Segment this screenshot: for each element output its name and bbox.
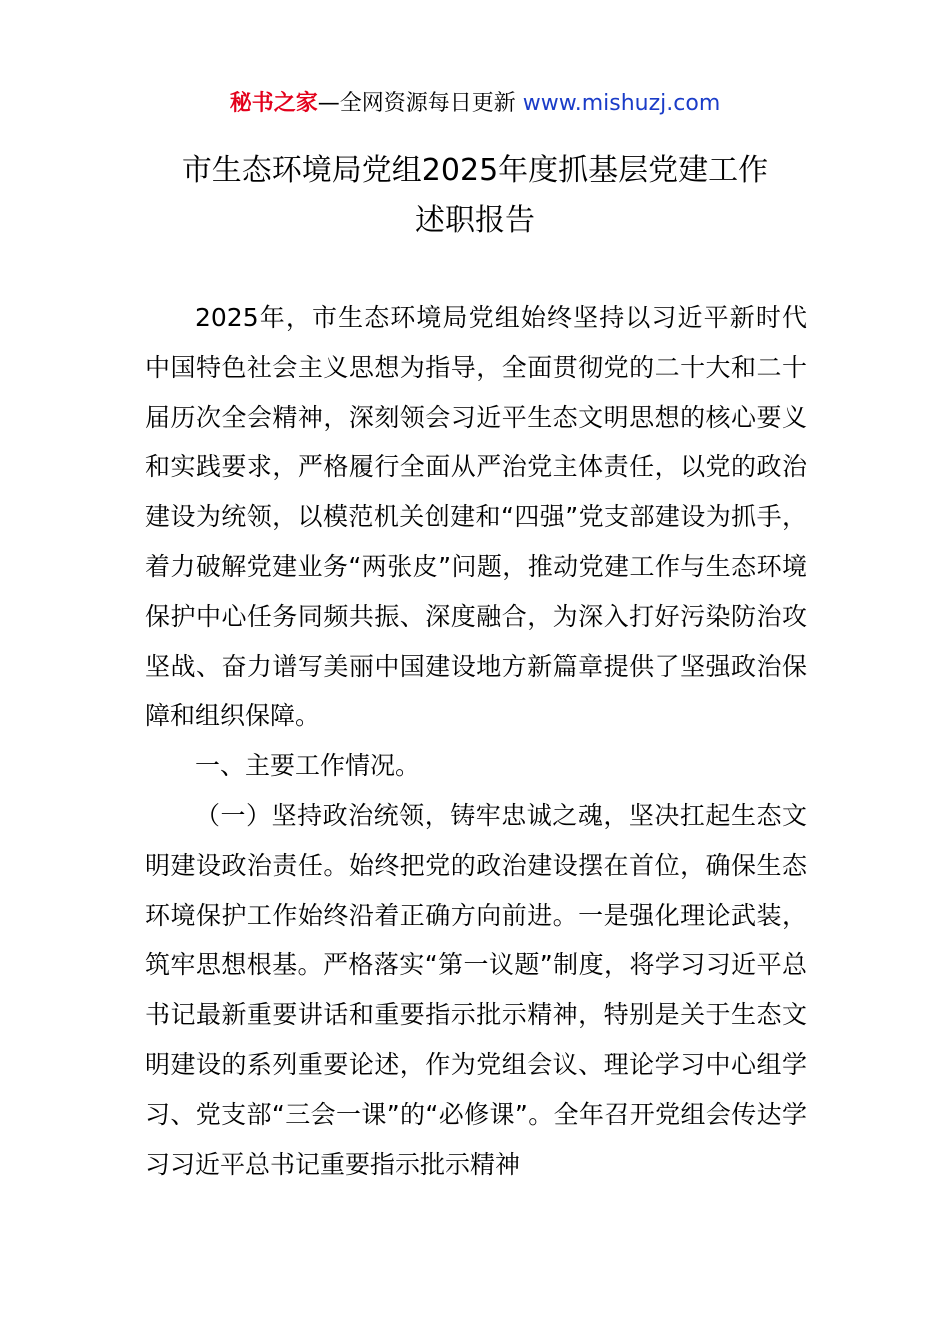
document-body — [145, 293, 807, 1189]
site-url-link[interactable]: www.mishuzj.com — [522, 91, 721, 116]
intro-paragraph: 2025年，市生态环境局党组始终坚持以习近平新时代中国特色社会主义思想为指导，全面贯彻党的二十大和二十届历次全会精神，深刻领会习近平生态文明思想的核心要义和实践要求，严格履行全面从严治党主体责任，以党的政治建设为统领，以模范机关创建和“四强”党支部建设为抓手，着力破解党建业务“两张皮”问题，推动党建工作与生态环境保护中心任务同频共振、深度融合，为深入打好污染防治攻坚战、奋力谱写美丽中国建设地方新篇章提供了坚强政治保障和组织保障。 — [145, 303, 807, 731]
site-brand: 秘书之家 — [229, 91, 318, 116]
site-header — [0, 88, 950, 120]
document-title — [100, 146, 850, 246]
section-heading: 一、主要工作情况。 — [195, 751, 421, 781]
title-line-2: 述职报告 — [415, 203, 535, 238]
title-line-1: 市生态环境局党组2025年度抓基层党建工作 — [181, 153, 769, 188]
site-tagline: —全网资源每日更新 — [317, 91, 523, 116]
subsection-paragraph: （一）坚持政治统领，铸牢忠诚之魂，坚决扛起生态文明建设政治责任。始终把党的政治建设摆在首位，确保生态环境保护工作始终沿着正确方向前进。一是强化理论武装，筑牢思想根基。严格落实“第一议题”制度，将学习习近平总书记最新重要讲话和重要指示批示精神，特别是关于生态文明建设的系列重要论述，作为党组会议、理论学习中心组学习、党支部“三会一课”的“必修课”。全年召开党组会传达学习习近平总书记重要指示批示精神 — [145, 800, 807, 1179]
